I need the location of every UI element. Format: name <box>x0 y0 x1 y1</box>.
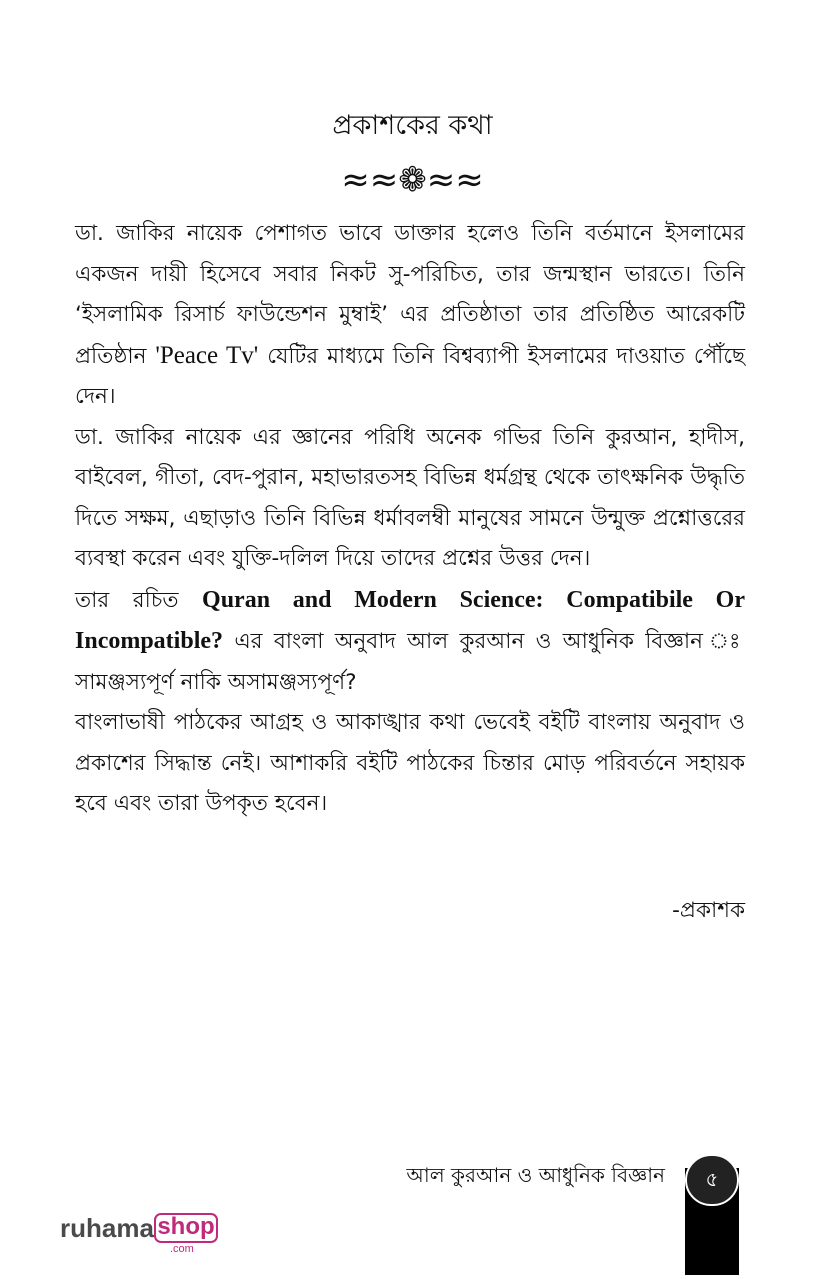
paragraph-1 <box>75 214 745 418</box>
paragraph-3-text-a: তার রচিত <box>75 587 203 613</box>
paragraph-1-latin: 'Peace Tv' <box>155 341 259 369</box>
page-title: প্রকাশকের কথা <box>332 110 493 141</box>
paragraph-4: বাংলাভাষী পাঠকের আগ্রহ ও আকাঙ্খার কথা ভেবেই বইটি বাংলায় অনুবাদ ও প্রকাশের সিদ্ধান্ত নেই। আশাকরি বইটি পাঠকের চিন্তার মোড় পরিবর্তনে সহায়ক হবে এবং তারা উপকৃত হবেন। <box>75 710 745 816</box>
paragraph-3 <box>75 580 745 704</box>
logo-shop-text: shop <box>154 1213 218 1243</box>
ruhamashop-logo <box>60 1212 222 1260</box>
paragraph-1-text-b: যেটির মাধ্যমে তিনি বিশ্বব্যাপী ইসলামের দাওয়াত পৌঁছে দেন। <box>75 343 745 409</box>
paragraph-3-text-b: এর বাংলা অনুবাদ আল কুরআন ও আধুনিক বিজ্ঞান ঃ সামঞ্জস্যপূর্ণ নাকি অসামঞ্জস্যপূর্ণ? <box>75 629 745 695</box>
logo-domain-text: .com <box>170 1243 194 1255</box>
page-number: ৫ <box>685 1154 739 1206</box>
paragraph-2: ডা. জাকির নায়েক এর জ্ঞানের পরিধি অনেক গভির তিনি কুরআন, হাদীস, বাইবেল, গীতা, বেদ-পুরান, মহাভারতসহ বিভিন্ন ধর্মগ্রন্থ থেকে তাৎক্ষনিক উদ্ধৃতি দিতে সক্ষম, এছাড়াও তিনি বিভিন্ন ধর্মাবলম্বী মানুষের সামনে উন্মুক্ত প্রশ্নোত্তরের ব্যবস্থা করেন এবং যুক্তি-দলিল দিয়ে তাদের প্রশ্নের উত্তর দেন। <box>75 424 745 571</box>
paragraph-1-text-a: ডা. জাকির নায়েক পেশাগত ভাবে ডাক্তার হলেও তিনি বর্তমানে ইসলামের একজন দায়ী হিসেবে সবার নিকট সু-পরিচিত, তার জন্মস্থান ভারতে। তিনি ‘ইসলামিক রিসার্চ ফাউন্ডেশন মুম্বাই’ এর প্রতিষ্ঠাতা তার প্রতিষ্ঠিত আরেকটি প্রতিষ্ঠান <box>75 221 745 369</box>
paragraph-3-book-title: Quran and Modern Science: Compatibile Or Incompatible? <box>75 586 745 654</box>
logo-brand-text: ruhama <box>60 1213 154 1243</box>
running-footer-title: আল কুরআন ও আধুনিক বিজ্ঞান <box>406 1163 665 1187</box>
publisher-note-body <box>75 214 745 825</box>
decorative-divider: ≈≈❁≈≈ <box>341 160 484 200</box>
signature: -প্রকাশক <box>672 898 745 923</box>
